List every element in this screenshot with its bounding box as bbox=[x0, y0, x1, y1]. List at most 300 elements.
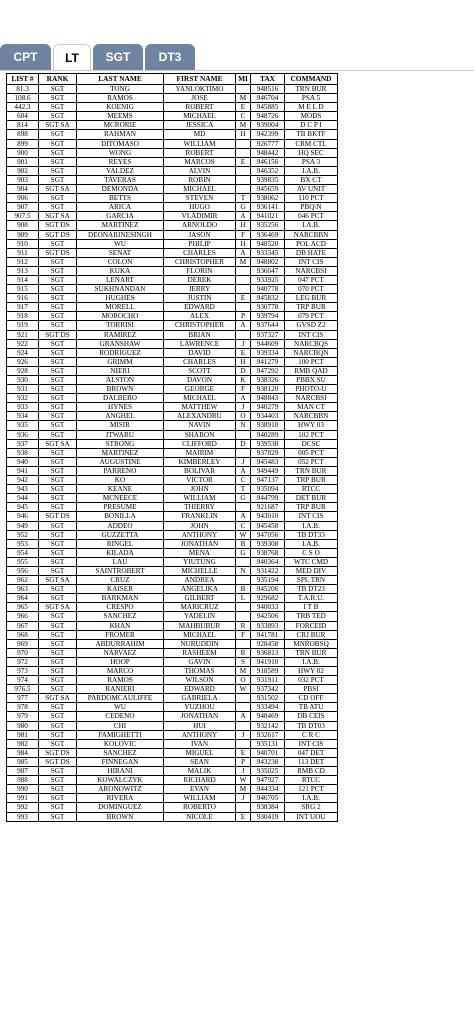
command-cell: TRB TED bbox=[285, 612, 338, 621]
table-row bbox=[7, 212, 338, 221]
rank-cell: SGT bbox=[39, 203, 77, 212]
list-number-cell: 968 bbox=[7, 630, 39, 639]
tax-cell: 946156 bbox=[251, 157, 285, 166]
first-name-cell: BOLIVAR bbox=[164, 466, 236, 475]
tax-cell: 938062 bbox=[251, 194, 285, 203]
mi-cell: J bbox=[236, 403, 251, 412]
rank-cell: SGT bbox=[39, 103, 77, 112]
table-row bbox=[7, 357, 338, 366]
table-row bbox=[7, 466, 338, 475]
rank-cell: SGT bbox=[39, 403, 77, 412]
table-row bbox=[7, 203, 338, 212]
tax-cell: 938910 bbox=[251, 421, 285, 430]
table-row bbox=[7, 548, 338, 557]
list-number-cell: 912 bbox=[7, 257, 39, 266]
first-name-cell: WILLIAM bbox=[164, 139, 236, 148]
list-number-cell: 993 bbox=[7, 812, 39, 821]
tab-cpt[interactable]: CPT bbox=[0, 44, 51, 70]
mi-cell bbox=[236, 739, 251, 748]
list-number-cell: 976.5 bbox=[7, 685, 39, 694]
first-name-cell: JOHN bbox=[164, 521, 236, 530]
tax-cell: 948442 bbox=[251, 148, 285, 157]
list-number-cell: 81.3 bbox=[7, 85, 39, 94]
tax-cell: 932142 bbox=[251, 721, 285, 730]
last-name-cell: CEDENO bbox=[77, 712, 164, 721]
command-cell: SRG 2 bbox=[285, 803, 338, 812]
mi-cell: K bbox=[236, 376, 251, 385]
command-cell: POL ACD bbox=[285, 239, 338, 248]
table-row bbox=[7, 239, 338, 248]
table-row bbox=[7, 103, 338, 112]
tax-cell: 939308 bbox=[251, 539, 285, 548]
first-name-cell: CHARLES bbox=[164, 248, 236, 257]
list-number-cell: 910 bbox=[7, 239, 39, 248]
first-name-cell: SHARON bbox=[164, 430, 236, 439]
last-name-cell: SENAT bbox=[77, 248, 164, 257]
mi-cell: P bbox=[236, 757, 251, 766]
first-name-cell: MICHAEL bbox=[164, 185, 236, 194]
list-number-cell: 900 bbox=[7, 148, 39, 157]
table-row bbox=[7, 603, 338, 612]
rank-cell: SGT bbox=[39, 657, 77, 666]
last-name-cell: GUZZETTA bbox=[77, 530, 164, 539]
tax-cell: 926777 bbox=[251, 139, 285, 148]
first-name-cell: LAWRENCE bbox=[164, 339, 236, 348]
last-name-cell: GARCIA bbox=[77, 212, 164, 221]
tab-lt[interactable]: LT bbox=[53, 44, 91, 70]
command-cell: CD OFF bbox=[285, 694, 338, 703]
last-name-cell: DITOMASO bbox=[77, 139, 164, 148]
mi-cell: H bbox=[236, 221, 251, 230]
rank-cell: SGT bbox=[39, 612, 77, 621]
table-row bbox=[7, 748, 338, 757]
first-name-cell: MALIK bbox=[164, 767, 236, 776]
first-name-cell: CHRISTOPHER bbox=[164, 257, 236, 266]
rank-cell: SGT bbox=[39, 557, 77, 566]
mi-cell: W bbox=[236, 776, 251, 785]
table-row bbox=[7, 448, 338, 457]
last-name-cell: TORRISI bbox=[77, 321, 164, 330]
mi-cell: R bbox=[236, 621, 251, 630]
last-name-cell: MARCO bbox=[77, 667, 164, 676]
rank-cell: SGT bbox=[39, 394, 77, 403]
command-cell: 047 DET bbox=[285, 748, 338, 757]
table-row bbox=[7, 275, 338, 284]
first-name-cell: JONATHAN bbox=[164, 539, 236, 548]
command-cell: AV UNIT bbox=[285, 185, 338, 194]
mi-cell: O bbox=[236, 412, 251, 421]
last-name-cell: DEMONDA bbox=[77, 185, 164, 194]
last-name-cell: RAMIREZ bbox=[77, 330, 164, 339]
command-cell: RMB QAD bbox=[285, 366, 338, 375]
first-name-cell: MD bbox=[164, 130, 236, 139]
last-name-cell: HUGHES bbox=[77, 294, 164, 303]
last-name-cell: NIERI bbox=[77, 366, 164, 375]
command-cell: HQ SEC bbox=[285, 148, 338, 157]
table-row bbox=[7, 712, 338, 721]
command-cell: 070 PCT bbox=[285, 285, 338, 294]
tax-cell: 932617 bbox=[251, 730, 285, 739]
command-cell: 005 PCT bbox=[285, 448, 338, 457]
first-name-cell: MIGUEL bbox=[164, 748, 236, 757]
tax-cell: 918589 bbox=[251, 667, 285, 676]
first-name-cell: JONATHAN bbox=[164, 712, 236, 721]
command-cell: NARCBQS bbox=[285, 339, 338, 348]
last-name-cell: MISIR bbox=[77, 421, 164, 430]
list-number-cell: 814 bbox=[7, 121, 39, 130]
command-cell: NARCBBN bbox=[285, 412, 338, 421]
mi-cell bbox=[236, 275, 251, 284]
last-name-cell: COLON bbox=[77, 257, 164, 266]
first-name-cell: ROBERT bbox=[164, 148, 236, 157]
last-name-cell: SANCHEZ bbox=[77, 748, 164, 757]
mi-cell: H bbox=[236, 130, 251, 139]
first-name-cell: WILSON bbox=[164, 676, 236, 685]
tab-dt3[interactable]: DT3 bbox=[145, 44, 195, 70]
last-name-cell: KO bbox=[77, 476, 164, 485]
list-number-cell: 962 bbox=[7, 576, 39, 585]
table-row bbox=[7, 376, 338, 385]
tax-cell: 934403 bbox=[251, 412, 285, 421]
list-number-cell: 981 bbox=[7, 730, 39, 739]
list-number-cell: 928 bbox=[7, 366, 39, 375]
rank-cell: SGT bbox=[39, 712, 77, 721]
last-name-cell: WU bbox=[77, 703, 164, 712]
mi-cell: E bbox=[236, 294, 251, 303]
last-name-cell: KEANE bbox=[77, 485, 164, 494]
mi-cell: E bbox=[236, 348, 251, 357]
command-cell: RTCC bbox=[285, 776, 338, 785]
column-header-first-name: FIRST NAME bbox=[164, 74, 236, 85]
list-number-cell: 899 bbox=[7, 139, 39, 148]
table-row bbox=[7, 794, 338, 803]
list-number-cell: 938 bbox=[7, 448, 39, 457]
tax-cell: 935131 bbox=[251, 739, 285, 748]
table-row bbox=[7, 703, 338, 712]
list-number-cell: 988 bbox=[7, 776, 39, 785]
list-number-cell: 967 bbox=[7, 621, 39, 630]
last-name-cell: BARKMAN bbox=[77, 594, 164, 603]
list-number-cell: 942 bbox=[7, 476, 39, 485]
table-row bbox=[7, 512, 338, 521]
mi-cell: D bbox=[236, 366, 251, 375]
last-name-cell: RAMOS bbox=[77, 676, 164, 685]
rank-cell: SGT bbox=[39, 776, 77, 785]
rank-cell: SGT SA bbox=[39, 694, 77, 703]
first-name-cell: STEVEN bbox=[164, 194, 236, 203]
rank-cell: SGT bbox=[39, 466, 77, 475]
first-name-cell: THOMAS bbox=[164, 667, 236, 676]
tax-cell: 943238 bbox=[251, 757, 285, 766]
last-name-cell: RAMOS bbox=[77, 94, 164, 103]
rank-cell: SGT bbox=[39, 794, 77, 803]
first-name-cell: YADELIN bbox=[164, 612, 236, 621]
rank-cell: SGT DS bbox=[39, 512, 77, 521]
last-name-cell: KOLOVIC bbox=[77, 739, 164, 748]
tax-cell: 940033 bbox=[251, 603, 285, 612]
tax-cell: 942506 bbox=[251, 612, 285, 621]
table-row bbox=[7, 648, 338, 657]
list-number-cell: 924 bbox=[7, 348, 39, 357]
table-row bbox=[7, 530, 338, 539]
rank-cell: SGT bbox=[39, 357, 77, 366]
tax-cell: 936141 bbox=[251, 203, 285, 212]
rank-cell: SGT bbox=[39, 130, 77, 139]
tax-cell: 941910 bbox=[251, 657, 285, 666]
rank-cell: SGT bbox=[39, 476, 77, 485]
last-name-cell: RAHMAN bbox=[77, 130, 164, 139]
mi-cell bbox=[236, 448, 251, 457]
list-number-cell: 604 bbox=[7, 112, 39, 121]
tax-cell: 937342 bbox=[251, 685, 285, 694]
tax-cell: 946352 bbox=[251, 166, 285, 175]
table-row bbox=[7, 676, 338, 685]
rank-cell: SGT bbox=[39, 739, 77, 748]
rank-cell: SGT bbox=[39, 767, 77, 776]
last-name-cell: FROMER bbox=[77, 630, 164, 639]
command-cell: 121 PCT bbox=[285, 785, 338, 794]
mi-cell bbox=[236, 330, 251, 339]
table-row bbox=[7, 139, 338, 148]
mi-cell: J bbox=[236, 730, 251, 739]
command-cell: SPL TRN bbox=[285, 576, 338, 585]
last-name-cell: CRUZ bbox=[77, 576, 164, 585]
list-number-cell: 987 bbox=[7, 767, 39, 776]
command-cell: I.A.B. bbox=[285, 166, 338, 175]
tax-cell: 937829 bbox=[251, 448, 285, 457]
tax-cell: 930778 bbox=[251, 303, 285, 312]
tax-cell: 940701 bbox=[251, 748, 285, 757]
table-row bbox=[7, 785, 338, 794]
last-name-cell: PARRENO bbox=[77, 466, 164, 475]
tax-cell: 949449 bbox=[251, 466, 285, 475]
rank-cell: SGT bbox=[39, 630, 77, 639]
mi-cell: A bbox=[236, 248, 251, 257]
rank-cell: SGT bbox=[39, 366, 77, 375]
list-number-cell: 932 bbox=[7, 394, 39, 403]
mi-cell bbox=[236, 266, 251, 275]
rank-cell: SGT bbox=[39, 148, 77, 157]
tax-cell: 947927 bbox=[251, 776, 285, 785]
tax-cell: 948802 bbox=[251, 257, 285, 266]
list-number-cell: 991 bbox=[7, 794, 39, 803]
list-number-cell: 901 bbox=[7, 157, 39, 166]
last-name-cell: TONG bbox=[77, 85, 164, 94]
rank-cell: SGT bbox=[39, 539, 77, 548]
table-row bbox=[7, 185, 338, 194]
column-header-last-name: LAST NAME bbox=[77, 74, 164, 85]
tax-cell: 939794 bbox=[251, 312, 285, 321]
table-row bbox=[7, 612, 338, 621]
table-row bbox=[7, 485, 338, 494]
list-number-cell: 955 bbox=[7, 557, 39, 566]
command-cell: TRP BUR bbox=[285, 303, 338, 312]
rank-cell: SGT bbox=[39, 339, 77, 348]
first-name-cell: ANTHONY bbox=[164, 730, 236, 739]
mi-cell: S bbox=[236, 657, 251, 666]
mi-cell: A bbox=[236, 466, 251, 475]
tax-cell: 948726 bbox=[251, 112, 285, 121]
tax-cell: 948469 bbox=[251, 712, 285, 721]
tax-cell: 947137 bbox=[251, 476, 285, 485]
last-name-cell: FAMIGHETTI bbox=[77, 730, 164, 739]
table-row bbox=[7, 521, 338, 530]
tax-cell: 947292 bbox=[251, 366, 285, 375]
list-number-cell: 969 bbox=[7, 639, 39, 648]
rank-cell: SGT bbox=[39, 494, 77, 503]
rank-cell: SGT bbox=[39, 157, 77, 166]
table-row bbox=[7, 566, 338, 575]
table-row bbox=[7, 776, 338, 785]
rank-cell: SGT bbox=[39, 621, 77, 630]
tax-cell: 945483 bbox=[251, 457, 285, 466]
tax-cell: 941279 bbox=[251, 357, 285, 366]
first-name-cell: DAVID bbox=[164, 348, 236, 357]
first-name-cell: NAVIN bbox=[164, 421, 236, 430]
table-row bbox=[7, 321, 338, 330]
list-number-cell: 964 bbox=[7, 594, 39, 603]
first-name-cell: MICHAEL bbox=[164, 394, 236, 403]
rank-cell: SGT SA bbox=[39, 576, 77, 585]
rank-cell: SGT DS bbox=[39, 248, 77, 257]
last-name-cell: KILADA bbox=[77, 548, 164, 557]
table-row bbox=[7, 630, 338, 639]
first-name-cell: YUZHOU bbox=[164, 703, 236, 712]
last-name-cell: PRESUME bbox=[77, 503, 164, 512]
command-cell: DET BUR bbox=[285, 494, 338, 503]
list-number-cell: 945 bbox=[7, 503, 39, 512]
table-row bbox=[7, 112, 338, 121]
command-cell: INT CIS bbox=[285, 257, 338, 266]
command-cell: INT CIS bbox=[285, 512, 338, 521]
tax-cell: 937644 bbox=[251, 321, 285, 330]
rank-cell: SGT bbox=[39, 275, 77, 284]
mi-cell: C bbox=[236, 476, 251, 485]
last-name-cell: MOROCHO bbox=[77, 312, 164, 321]
table-row bbox=[7, 230, 338, 239]
mi-cell: L bbox=[236, 594, 251, 603]
table-row bbox=[7, 294, 338, 303]
mi-cell: B bbox=[236, 585, 251, 594]
rank-cell: SGT SA bbox=[39, 121, 77, 130]
tax-cell: 942399 bbox=[251, 130, 285, 139]
tax-cell: 948516 bbox=[251, 85, 285, 94]
list-number-cell: 992 bbox=[7, 803, 39, 812]
rank-cell: SGT bbox=[39, 430, 77, 439]
tax-cell: 937327 bbox=[251, 330, 285, 339]
first-name-cell: RASHEEM bbox=[164, 648, 236, 657]
rank-cell: SGT bbox=[39, 294, 77, 303]
first-name-cell: FLORIN bbox=[164, 266, 236, 275]
mi-cell: F bbox=[236, 385, 251, 394]
tax-cell: 933494 bbox=[251, 703, 285, 712]
mi-cell: T bbox=[236, 485, 251, 494]
tax-cell: 933345 bbox=[251, 248, 285, 257]
rank-cell: SGT bbox=[39, 667, 77, 676]
last-name-cell: STRONG bbox=[77, 439, 164, 448]
mi-cell: D bbox=[236, 439, 251, 448]
first-name-cell: KIMBERLEY bbox=[164, 457, 236, 466]
last-name-cell: GRIMM bbox=[77, 357, 164, 366]
rank-cell: SGT bbox=[39, 639, 77, 648]
tax-cell: 928458 bbox=[251, 639, 285, 648]
list-number-cell: 965 bbox=[7, 603, 39, 612]
first-name-cell: JOHN bbox=[164, 485, 236, 494]
table-row bbox=[7, 494, 338, 503]
rank-cell: SGT bbox=[39, 385, 77, 394]
mi-cell: F bbox=[236, 230, 251, 239]
table-row bbox=[7, 639, 338, 648]
rank-cell: SGT bbox=[39, 112, 77, 121]
tab-divider bbox=[0, 70, 474, 71]
table-row bbox=[7, 412, 338, 421]
list-number-cell: 935 bbox=[7, 421, 39, 430]
command-cell: MAN CT bbox=[285, 403, 338, 412]
command-cell: TRN BUR bbox=[285, 648, 338, 657]
table-row bbox=[7, 721, 338, 730]
first-name-cell: MICHELLE bbox=[164, 566, 236, 575]
table-row bbox=[7, 157, 338, 166]
rank-cell: SGT bbox=[39, 257, 77, 266]
first-name-cell: RICHARD bbox=[164, 776, 236, 785]
last-name-cell: SANCHEZ bbox=[77, 612, 164, 621]
rank-cell: SGT bbox=[39, 348, 77, 357]
table-row bbox=[7, 385, 338, 394]
list-number-cell: 946 bbox=[7, 512, 39, 521]
last-name-cell: ADDEO bbox=[77, 521, 164, 530]
table-row bbox=[7, 557, 338, 566]
last-name-cell: AUGUSTINE bbox=[77, 457, 164, 466]
command-cell: PSA 5 bbox=[285, 94, 338, 103]
first-name-cell: VLADIMIR bbox=[164, 212, 236, 221]
mi-cell: A bbox=[236, 394, 251, 403]
tab-sgt[interactable]: SGT bbox=[93, 44, 143, 70]
last-name-cell: HOOP bbox=[77, 657, 164, 666]
mi-cell: E bbox=[236, 812, 251, 821]
last-name-cell: RODRIGUEZ bbox=[77, 348, 164, 357]
first-name-cell: JERRY bbox=[164, 285, 236, 294]
table-row bbox=[7, 285, 338, 294]
table-row bbox=[7, 430, 338, 439]
first-name-cell: HUGO bbox=[164, 203, 236, 212]
tax-cell: 945659 bbox=[251, 185, 285, 194]
list-number-cell: 909 bbox=[7, 230, 39, 239]
table-row bbox=[7, 476, 338, 485]
command-cell: MODS bbox=[285, 112, 338, 121]
tax-cell: 936469 bbox=[251, 230, 285, 239]
list-number-cell: 936 bbox=[7, 430, 39, 439]
command-cell: TB BKTF bbox=[285, 130, 338, 139]
command-cell: PBBX SU bbox=[285, 376, 338, 385]
table-row bbox=[7, 403, 338, 412]
tax-cell: 929682 bbox=[251, 594, 285, 603]
last-name-cell: TAVERAS bbox=[77, 175, 164, 184]
rank-cell: SGT bbox=[39, 303, 77, 312]
list-number-cell: 977 bbox=[7, 694, 39, 703]
rank-cell: SGT bbox=[39, 521, 77, 530]
rank-cell: SGT bbox=[39, 266, 77, 275]
rank-cell: SGT bbox=[39, 566, 77, 575]
last-name-cell: DOMINGUEZ bbox=[77, 803, 164, 812]
rank-cell: SGT bbox=[39, 194, 77, 203]
mi-cell: J bbox=[236, 767, 251, 776]
command-cell: 110 PCT bbox=[285, 194, 338, 203]
list-number-cell: 931 bbox=[7, 385, 39, 394]
table-row bbox=[7, 594, 338, 603]
table-row bbox=[7, 539, 338, 548]
list-number-cell: 907.5 bbox=[7, 212, 39, 221]
tax-cell: 931911 bbox=[251, 676, 285, 685]
